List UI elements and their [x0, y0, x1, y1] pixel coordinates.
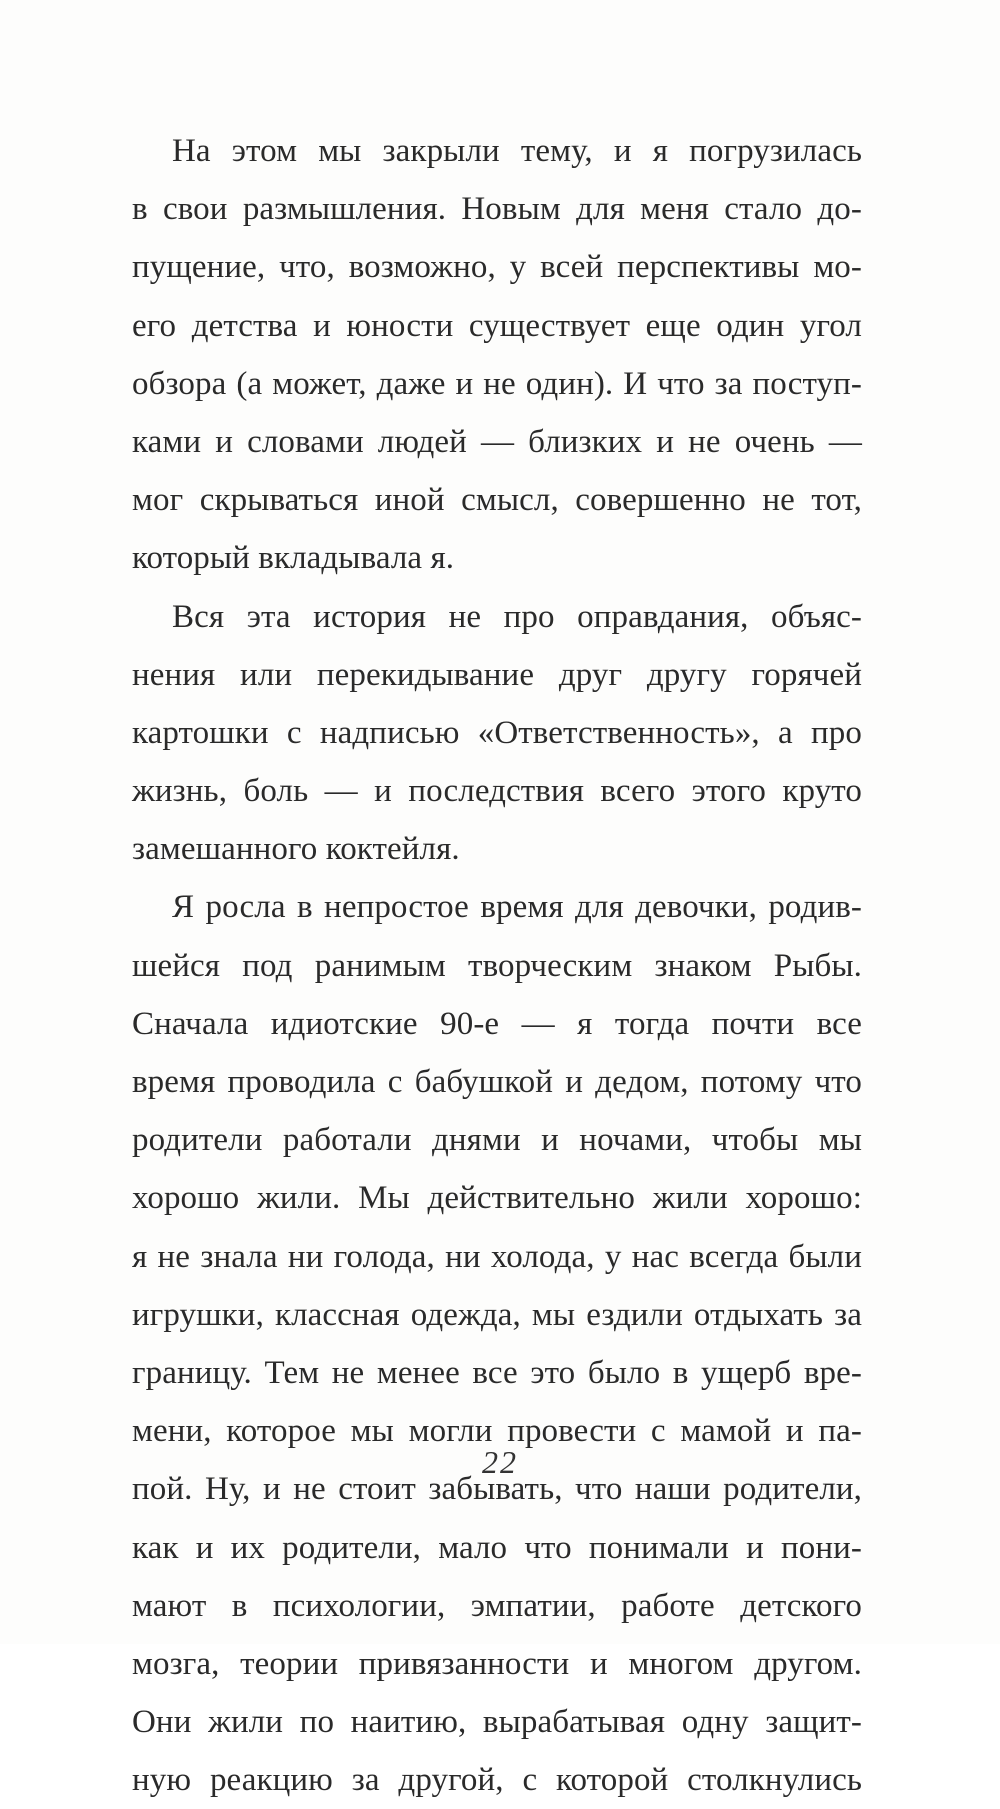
text-line: который вкладывала я.	[132, 540, 455, 577]
text-line: жизнь, боль — и последствия всего этого круто	[132, 773, 862, 810]
text-line: как и их родители, мало что понимали и пони-	[132, 1529, 862, 1566]
text-line: хорошо жили. Мы действительно жили хорошо:	[132, 1180, 862, 1217]
text-line: обзора (а может, даже и не один). И что за поступ-	[132, 365, 862, 402]
text-line: игрушки, классная одежда, мы ездили отдыхать за	[132, 1296, 862, 1333]
text-line: время проводила с бабушкой и дедом, потому что	[132, 1064, 862, 1100]
text-line: ками и словами людей — близких и не очень —	[132, 423, 862, 460]
text-line: мог скрываться иной смысл, совершенно не тот,	[132, 482, 862, 519]
text-line: границу. Тем не менее все это было в ущерб вре-	[132, 1354, 862, 1391]
paragraph-3	[132, 878, 862, 1809]
text-line: Они жили по наитию, вырабатывая одну защит-	[132, 1704, 862, 1741]
page-text	[132, 122, 862, 1809]
text-line: замешанного коктейля.	[132, 831, 460, 868]
text-line: в свои размышления. Новым для меня стало до-	[132, 191, 862, 228]
text-line: мозга, теории привязанности и многом другом.	[132, 1645, 862, 1682]
text-line: мают в психологии, эмпатии, работе детского	[132, 1587, 862, 1624]
text-line: его детства и юности существует еще один угол	[132, 307, 862, 344]
paragraph-2	[132, 588, 862, 879]
text-line: ную реакцию за другой, с которой столкнулись	[132, 1762, 862, 1799]
text-line: родители работали днями и ночами, чтобы мы	[132, 1122, 862, 1159]
page-number: 22	[482, 1444, 518, 1480]
paragraph-1	[132, 122, 862, 588]
text-line: Сначала идиотские 90-е — я тогда почти все	[132, 1005, 862, 1042]
text-line: Вся эта история не про оправдания, объяс-	[172, 598, 862, 635]
text-line: я не знала ни голода, ни холода, у нас всегда были	[132, 1238, 862, 1275]
text-line: шейся под ранимым творческим знаком Рыбы.	[132, 947, 862, 984]
text-line: Я росла в непростое время для девочки, родив-	[172, 889, 862, 926]
text-line: пой. Ну, и не стоит забывать, что наши родители,	[132, 1471, 862, 1508]
text-line: мени, которое мы могли провести с мамой и па-	[132, 1413, 862, 1450]
text-line: картошки с надписью «Ответственность», а про	[132, 714, 862, 751]
text-line: пущение, что, возможно, у всей перспективы мо-	[132, 249, 862, 286]
text-line: На этом мы закрыли тему, и я погрузилась	[172, 133, 862, 169]
text-line: нения или перекидывание друг другу горячей	[132, 656, 862, 693]
